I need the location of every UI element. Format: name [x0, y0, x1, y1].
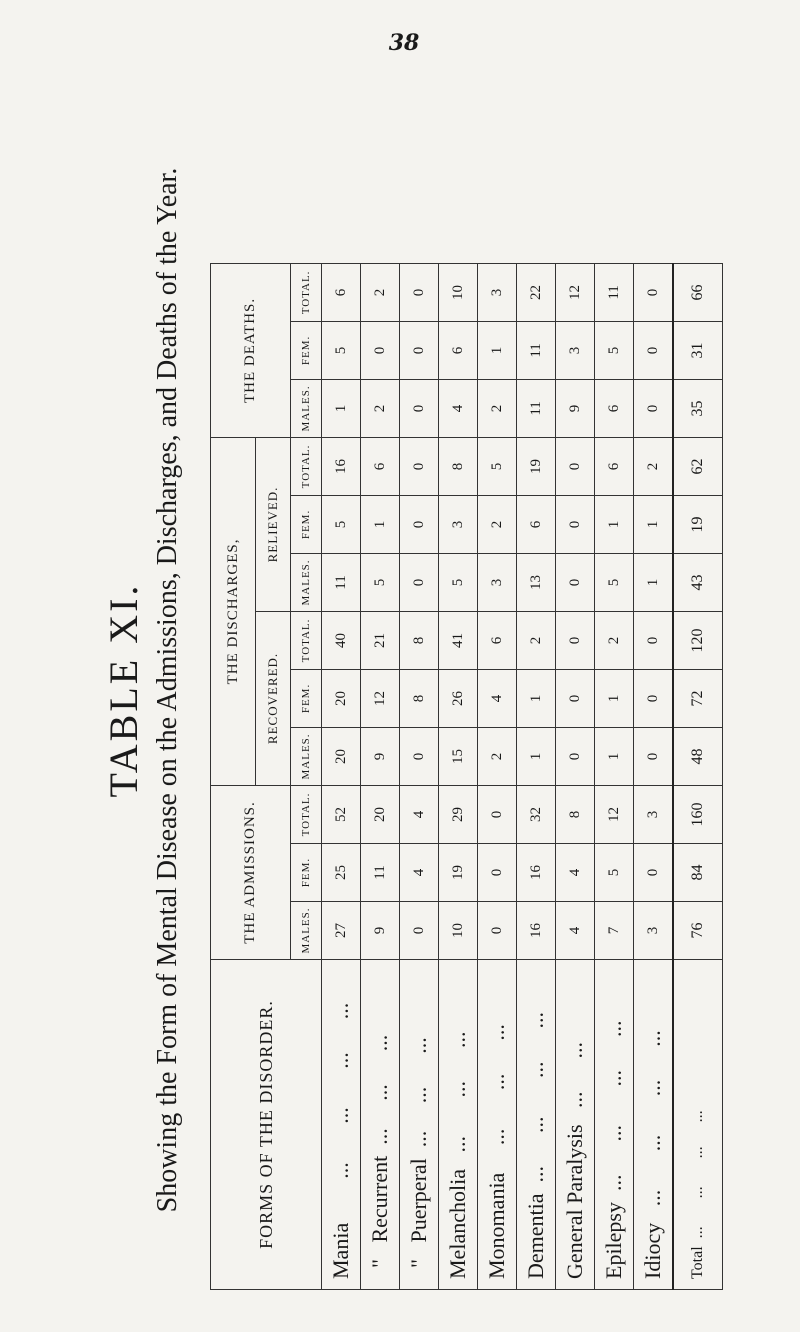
rel-males-header: MALES. [291, 553, 322, 611]
cell-deaths-total: 12 [556, 263, 595, 321]
cell-adm-fem: 19 [439, 844, 478, 902]
cell-deaths-total: 2 [361, 263, 400, 321]
cell-rec-total: 6 [478, 611, 517, 669]
total-row [673, 89, 723, 1289]
cell-rel-fem: 1 [595, 495, 634, 553]
cell-rel-fem: 3 [439, 495, 478, 553]
table-row [439, 89, 478, 1289]
cell-rel-total: 0 [400, 437, 439, 495]
row-form-label: Dementia ... ... ... ... [517, 960, 556, 1290]
cell-adm-males: 3 [634, 902, 674, 960]
cell-adm-total: 0 [478, 785, 517, 843]
cell-adm-total: 4 [400, 785, 439, 843]
total-rec-total: 120 [673, 611, 723, 669]
cell-rel-males: 1 [634, 553, 674, 611]
table-row [478, 89, 517, 1289]
table-row [556, 89, 595, 1289]
cell-adm-males: 27 [322, 902, 361, 960]
cell-rel-fem: 5 [322, 495, 361, 553]
row-form-label: Mania ... ... ... ... [322, 960, 361, 1290]
cell-rec-total: 21 [361, 611, 400, 669]
total-deaths-total: 66 [673, 263, 723, 321]
cell-rec-fem: 4 [478, 669, 517, 727]
cell-rec-fem: 1 [517, 669, 556, 727]
total-rec-males: 48 [673, 727, 723, 785]
cell-rec-total: 2 [595, 611, 634, 669]
cell-adm-males: 7 [595, 902, 634, 960]
cell-adm-total: 20 [361, 785, 400, 843]
table-title: TABLE XI. [101, 582, 146, 798]
table-row [634, 89, 674, 1289]
cell-deaths-males: 9 [556, 379, 595, 437]
cell-rel-males: 0 [400, 553, 439, 611]
cell-rec-total: 0 [634, 611, 674, 669]
cell-deaths-total: 6 [322, 263, 361, 321]
cell-adm-fem: 0 [478, 844, 517, 902]
cell-adm-males: 16 [517, 902, 556, 960]
cell-deaths-fem: 11 [517, 321, 556, 379]
total-rec-fem: 72 [673, 669, 723, 727]
total-adm-males: 76 [673, 902, 723, 960]
cell-deaths-fem: 3 [556, 321, 595, 379]
cell-rec-fem: 0 [634, 669, 674, 727]
deaths-total-header: TOTAL. [291, 263, 322, 321]
cell-rel-total: 5 [478, 437, 517, 495]
cell-deaths-total: 22 [517, 263, 556, 321]
table-body [322, 89, 723, 1289]
cell-rel-total: 19 [517, 437, 556, 495]
rec-fem-header: FEM. [291, 669, 322, 727]
cell-adm-total: 12 [595, 785, 634, 843]
cell-adm-males: 4 [556, 902, 595, 960]
cell-adm-fem: 16 [517, 844, 556, 902]
cell-deaths-total: 0 [634, 263, 674, 321]
cell-deaths-total: 10 [439, 263, 478, 321]
cell-deaths-fem: 5 [595, 321, 634, 379]
total-rel-total: 62 [673, 437, 723, 495]
cell-adm-males: 9 [361, 902, 400, 960]
table-row [400, 89, 439, 1289]
cell-rec-fem: 20 [322, 669, 361, 727]
cell-deaths-total: 11 [595, 263, 634, 321]
cell-deaths-males: 11 [517, 379, 556, 437]
cell-rel-fem: 0 [400, 495, 439, 553]
cell-rec-total: 40 [322, 611, 361, 669]
cell-adm-total: 29 [439, 785, 478, 843]
cell-rel-males: 5 [361, 553, 400, 611]
deaths-fem-header: FEM. [291, 321, 322, 379]
table-row [361, 89, 400, 1289]
row-form-label: Epilepsy ... ... ... ... [595, 960, 634, 1290]
cell-adm-total: 8 [556, 785, 595, 843]
deaths-males-header: MALES. [291, 379, 322, 437]
page-number: 38 [388, 30, 420, 56]
cell-deaths-fem: 0 [634, 321, 674, 379]
rel-total-header: TOTAL. [291, 437, 322, 495]
cell-deaths-males: 0 [400, 379, 439, 437]
cell-deaths-males: 0 [634, 379, 674, 437]
cell-deaths-fem: 5 [322, 321, 361, 379]
cell-rec-males: 0 [556, 727, 595, 785]
total-label: Total ... ... ... ... [673, 960, 723, 1290]
cell-adm-total: 32 [517, 785, 556, 843]
cell-deaths-fem: 6 [439, 321, 478, 379]
table-subtitle: Showing the Form of Mental Disease on the Admissions, Discharges, and Deaths of the Year. [152, 167, 183, 1213]
row-form-label: " Puerperal ... ... ... [400, 960, 439, 1290]
cell-rel-males: 0 [556, 553, 595, 611]
cell-rel-fem: 0 [556, 495, 595, 553]
relieved-header: RELIEVED. [256, 437, 291, 611]
cell-deaths-fem: 0 [361, 321, 400, 379]
cell-rec-total: 8 [400, 611, 439, 669]
cell-rel-males: 13 [517, 553, 556, 611]
cell-rec-males: 1 [595, 727, 634, 785]
cell-rec-males: 2 [478, 727, 517, 785]
row-form-label: Monomania ... ... ... [478, 960, 517, 1290]
cell-rel-fem: 1 [361, 495, 400, 553]
cell-adm-total: 52 [322, 785, 361, 843]
cell-rel-fem: 6 [517, 495, 556, 553]
disease-table [210, 89, 723, 1290]
cell-adm-fem: 25 [322, 844, 361, 902]
cell-deaths-males: 2 [478, 379, 517, 437]
cell-rel-males: 5 [439, 553, 478, 611]
total-deaths-fem: 31 [673, 321, 723, 379]
row-form-label: Idiocy ... ... ... ... [634, 960, 674, 1290]
cell-rel-total: 8 [439, 437, 478, 495]
cell-deaths-males: 1 [322, 379, 361, 437]
cell-adm-fem: 0 [634, 844, 674, 902]
cell-rec-males: 0 [400, 727, 439, 785]
cell-adm-total: 3 [634, 785, 674, 843]
cell-rel-total: 0 [556, 437, 595, 495]
table-row [517, 89, 556, 1289]
cell-adm-males: 0 [400, 902, 439, 960]
cell-rel-total: 16 [322, 437, 361, 495]
total-rel-fem: 19 [673, 495, 723, 553]
row-form-label: " Recurrent ... ... ... [361, 960, 400, 1290]
row-form-label: General Paralysis ... ... [556, 960, 595, 1290]
cell-deaths-total: 0 [400, 263, 439, 321]
row-form-label: Melancholia ... ... ... [439, 960, 478, 1290]
adm-males-header: MALES. [291, 902, 322, 960]
adm-fem-header: FEM. [291, 844, 322, 902]
cell-rel-males: 5 [595, 553, 634, 611]
cell-deaths-total: 3 [478, 263, 517, 321]
cell-adm-males: 0 [478, 902, 517, 960]
adm-total-header: TOTAL. [291, 785, 322, 843]
admissions-header: THE ADMISSIONS. [211, 785, 291, 959]
cell-rel-males: 3 [478, 553, 517, 611]
cell-adm-fem: 11 [361, 844, 400, 902]
total-adm-fem: 84 [673, 844, 723, 902]
cell-rec-fem: 0 [556, 669, 595, 727]
cell-rec-males: 9 [361, 727, 400, 785]
cell-rec-fem: 26 [439, 669, 478, 727]
cell-adm-males: 10 [439, 902, 478, 960]
rel-fem-header: FEM. [291, 495, 322, 553]
rec-total-header: TOTAL. [291, 611, 322, 669]
cell-deaths-males: 2 [361, 379, 400, 437]
cell-rel-fem: 2 [478, 495, 517, 553]
cell-rec-males: 15 [439, 727, 478, 785]
cell-rec-fem: 8 [400, 669, 439, 727]
forms-header: FORMS OF THE DISORDER. [211, 960, 322, 1290]
cell-rel-fem: 1 [634, 495, 674, 553]
cell-adm-fem: 5 [595, 844, 634, 902]
cell-deaths-fem: 0 [400, 321, 439, 379]
deaths-header: THE DEATHS. [211, 263, 291, 437]
total-rel-males: 43 [673, 553, 723, 611]
cell-rel-total: 6 [595, 437, 634, 495]
table-row [595, 89, 634, 1289]
cell-adm-fem: 4 [556, 844, 595, 902]
cell-rel-males: 11 [322, 553, 361, 611]
cell-rec-total: 0 [556, 611, 595, 669]
recovered-header: RECOVERED. [256, 611, 291, 785]
discharges-header: THE DISCHARGES, [211, 437, 256, 785]
cell-rec-males: 1 [517, 727, 556, 785]
cell-deaths-males: 4 [439, 379, 478, 437]
cell-deaths-fem: 1 [478, 321, 517, 379]
rotated-table-region [100, 90, 706, 1290]
cell-rec-total: 2 [517, 611, 556, 669]
rec-males-header: MALES. [291, 727, 322, 785]
total-adm-total: 160 [673, 785, 723, 843]
cell-adm-fem: 4 [400, 844, 439, 902]
cell-rec-total: 41 [439, 611, 478, 669]
cell-rel-total: 2 [634, 437, 674, 495]
cell-rel-total: 6 [361, 437, 400, 495]
cell-rec-fem: 12 [361, 669, 400, 727]
cell-deaths-males: 6 [595, 379, 634, 437]
total-deaths-males: 35 [673, 379, 723, 437]
cell-rec-males: 0 [634, 727, 674, 785]
cell-rec-fem: 1 [595, 669, 634, 727]
cell-rec-males: 20 [322, 727, 361, 785]
table-row [322, 89, 361, 1289]
